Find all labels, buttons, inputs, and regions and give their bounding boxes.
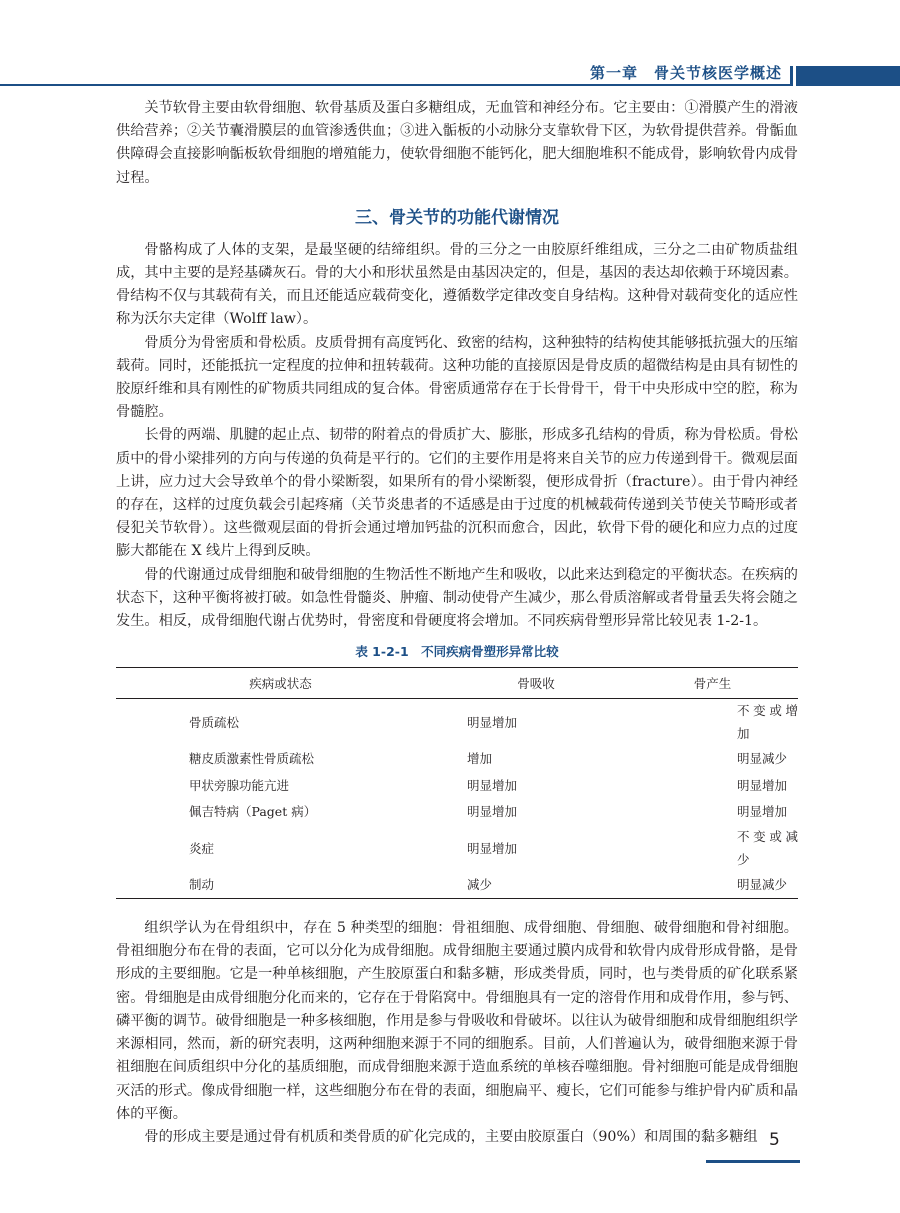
table-header-row (116, 668, 798, 699)
paragraph-compact-bone: 骨质分为骨密质和骨松质。皮质骨拥有高度钙化、致密的结构，这种独特的结构使其能够抵抗强大的压缩载荷。同时，还能抵抗一定程度的拉伸和扭转载荷。这种功能的直接原因是骨皮质的超微结构是由具有韧性的胶原纤维和具有刚性的矿物质共同组成的复合体。骨密质通常存在于长骨骨干，骨干中央形成中空的腔，称为骨髓腔。 (116, 334, 798, 421)
comparison-table (116, 667, 798, 899)
table-cell-resorption: 增加 (467, 751, 493, 767)
table-cell-disease: 甲状旁腺功能亢进 (189, 777, 290, 793)
table-row (116, 799, 798, 826)
paragraph-bone-cells: 组织学认为在骨组织中，存在 5 种类型的细胞：骨祖细胞、成骨细胞、骨细胞、破骨细胞和骨衬细胞。骨祖细胞分布在骨的表面，它可以分化为成骨细胞。成骨细胞主要通过膜内成骨和软骨内成骨形成骨骼，是骨形成的主要细胞。它是一种单核细胞，产生胶原蛋白和黏多糖，形成类骨质，同时，也与类骨质的矿化联系紧密。骨细胞是由成骨细胞分化而来的，它存在于骨陷窝中。骨细胞具有一定的溶骨作用和成骨作用，参与钙、磷平衡的调节。破骨细胞是一种多核细胞，作用是参与骨吸收和骨破坏。以往认为破骨细胞和成骨细胞组织学来源相同，然而，新的研究表明，这两种细胞来源于不同的细胞系。目前，人们普遍认为，破骨细胞来源于骨祖细胞在间质组织中分化的基质细胞，而成骨细胞来源于造血系统的单核吞噬细胞。骨衬细胞可能是成骨细胞灭活的形式。像成骨细胞一样，这些细胞分布在骨的表面，细胞扁平、瘦长，它们可能参与维护骨内矿质和晶体的平衡。 (116, 920, 798, 1122)
table-row (116, 872, 798, 899)
table-cell-disease: 骨质疏松 (189, 714, 240, 730)
table-header-cell: 骨产生 (627, 668, 798, 699)
table-cell-formation: 明显增加 (737, 777, 788, 793)
table-cell-resorption: 明显增加 (467, 777, 518, 793)
table-cell-resorption: 减少 (467, 877, 493, 893)
table-header-cell: 骨吸收 (445, 668, 627, 699)
table-cell-formation: 不变或减少 (737, 829, 798, 868)
page-body (116, 97, 798, 1149)
section-title: 三、骨关节的功能代谢情况 (355, 207, 559, 228)
table-row (116, 699, 798, 746)
page-number-rule (706, 1160, 800, 1163)
table-cell-disease: 佩吉特病（Paget 病） (189, 804, 317, 820)
paragraph-bone-metabolism: 骨的代谢通过成骨细胞和破骨细胞的生物活性不断地产生和吸收，以此来达到稳定的平衡状态。在疾病的状态下，这种平衡将被打破。如急性骨髓炎、肿瘤、制动使骨产生减少，那么骨质溶解或者骨量丢失将会随之发生。相反，成骨细胞代谢占优势时，骨密度和骨硬度将会增加。不同疾病骨塑形异常比较见表 1-2-1。 (116, 566, 798, 630)
paragraph-cartilage: 关节软骨主要由软骨细胞、软骨基质及蛋白多糖组成，无血管和神经分布。它主要由：①滑膜产生的滑液供给营养；②关节囊滑膜层的血管渗透供血；③进入骺板的小动脉分支靠软骨下区，为软骨提供营养。骨骺血供障碍会直接影响骺板软骨细胞的增殖能力，使软骨细胞不能钙化，肥大细胞堆积不能成骨，影响软骨内成骨过程。 (116, 100, 798, 186)
table-cell-disease: 制动 (189, 877, 215, 893)
table-row (116, 772, 798, 799)
table-cell-resorption: 明显增加 (467, 804, 518, 820)
header-rule (0, 84, 790, 86)
table-row (116, 825, 798, 871)
header-separator (790, 66, 793, 86)
table-cell-formation: 不变或增加 (737, 703, 798, 742)
paragraph-bone-formation: 骨的形成主要是通过骨有机质和类骨质的矿化完成的，主要由胶原蛋白（90%）和周围的黏多糖组 (144, 1128, 758, 1145)
table-row (116, 746, 798, 773)
table-cell-resorption: 明显增加 (467, 840, 518, 856)
table-cell-formation: 明显减少 (737, 877, 788, 893)
table-cell-formation: 明显减少 (737, 751, 788, 767)
table-cell-disease: 炎症 (189, 840, 215, 856)
header-color-block (796, 66, 900, 86)
chapter-title: 第一章 骨关节核医学概述 (589, 64, 782, 82)
table-caption: 表 1-2-1 不同疾病骨塑形异常比较 (355, 644, 559, 660)
table-header-cell: 疾病或状态 (116, 668, 445, 699)
table-cell-formation: 明显增加 (737, 804, 788, 820)
paragraph-skeleton: 骨骼构成了人体的支架，是最坚硬的结缔组织。骨的三分之一由胶原纤维组成，三分之二由矿物质盐组成，其中主要的是羟基磷灰石。骨的大小和形状虽然是由基因决定的，但是，基因的表达却依赖于环境因素。骨结构不仅与其载荷有关，而且还能适应载荷变化，遵循数学定律改变自身结构。这种骨对载荷变化的适应性称为沃尔夫定律（Wolff law）。 (116, 241, 798, 328)
table-cell-resorption: 明显增加 (467, 714, 518, 730)
page-number: 5 (769, 1130, 780, 1150)
paragraph-cancellous-bone: 长骨的两端、肌腱的起止点、韧带的附着点的骨质扩大、膨胀，形成多孔结构的骨质，称为骨松质。骨松质中的骨小梁排列的方向与传递的负荷是平行的。它们的主要作用是将来自关节的应力传递到骨干。微观层面上讲，应力过大会导致单个的骨小梁断裂，如果所有的骨小梁断裂，便形成骨折（fracture）。由于骨内神经的存在，这样的过度负载会引起疼痛（关节炎患者的不适感是由于过度的机械载荷传递到关节使关节畸形或者侵犯关节软骨）。这些微观层面的骨折会通过增加钙盐的沉积而愈合，因此，软骨下骨的硬化和应力点的过度膨大都能在 X 线片上得到反映。 (116, 427, 798, 560)
table-cell-disease: 糖皮质激素性骨质疏松 (189, 751, 315, 767)
